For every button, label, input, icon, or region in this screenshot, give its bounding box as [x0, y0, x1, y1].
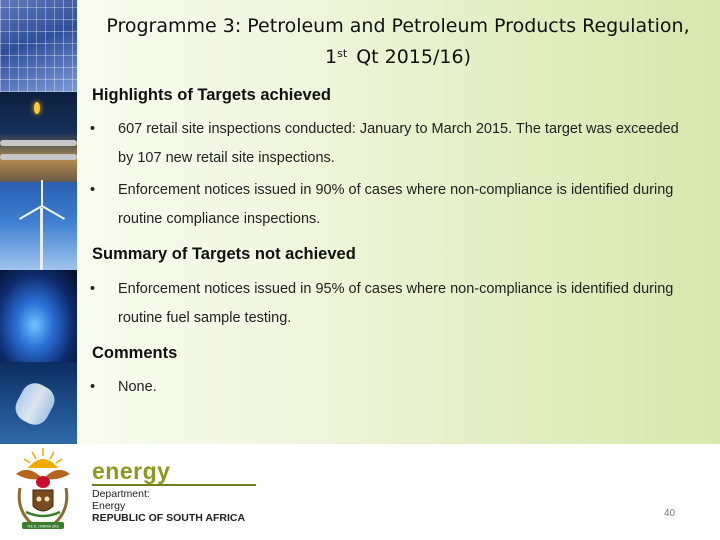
coat-motto: !KE E: /XARRA //KE [27, 524, 59, 529]
bulb-tube-shape [11, 378, 60, 429]
solar-panel-image [0, 0, 77, 92]
dept-line-2: Energy [92, 500, 126, 512]
highlight-item: Enforcement notices issued in 90% of cases where non-compliance is identified during routine compliance inspections. [118, 182, 674, 227]
slide-title [80, 12, 716, 71]
highlights-heading: Highlights of Targets achieved [92, 86, 331, 104]
pipeline-shape [0, 154, 77, 160]
logo-divider [92, 484, 256, 486]
side-image-strip [0, 0, 77, 444]
title-superscript: st [337, 47, 348, 60]
pipeline-shape [0, 140, 77, 146]
dept-line-3: REPUBLIC OF SOUTH AFRICA [92, 512, 246, 524]
south-africa-coat-of-arms-icon [8, 444, 78, 534]
not-achieved-item: Enforcement notices issued in 95% of cases where non-compliance is identified during routine fuel sample testing. [118, 281, 674, 326]
title-line-2-rest: Qt 2015/16) [356, 46, 471, 68]
title-line-1: Programme 3: Petroleum and Petroleum Products Regulation, [106, 15, 690, 37]
highlight-item: 607 retail site inspections conducted: January to March 2015. The target was exceeded by 107 new retail site inspections. [118, 121, 679, 166]
dept-line-1: Department: [92, 488, 150, 500]
comments-heading: Comments [92, 344, 178, 362]
department-block [92, 488, 245, 524]
flare-flame-icon [34, 102, 40, 114]
page-number: 40 [664, 508, 676, 519]
energy-logo-word: energy [92, 458, 171, 484]
not-achieved-heading: Summary of Targets not achieved [92, 245, 356, 263]
wind-turbine-image [0, 182, 77, 270]
bullet-marker: • [90, 121, 96, 137]
turbine-tower-shape [40, 208, 43, 270]
refinery-image [0, 92, 77, 182]
turbine-blade-shape [19, 205, 43, 220]
title-line-2 [80, 40, 716, 71]
comment-item: None. [118, 379, 157, 395]
bullet-marker: • [90, 182, 96, 198]
title-ordinal: 1 [325, 46, 338, 68]
gas-flame-image [0, 270, 77, 362]
turbine-blade-shape [42, 205, 66, 220]
bullet-marker: • [90, 379, 96, 395]
bullet-marker: • [90, 281, 96, 297]
energy-bulb-image [0, 362, 77, 444]
turbine-blade-shape [41, 180, 43, 206]
